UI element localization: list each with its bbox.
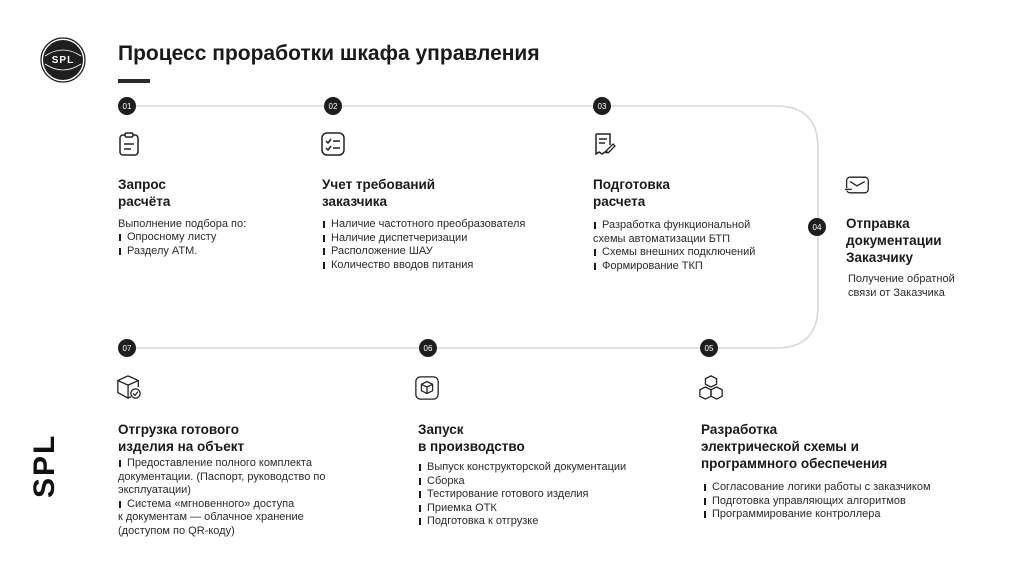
step-04-title-line: документации [846,233,942,248]
list-item: Формирование ТКП [593,260,755,274]
step-04-note-line: связи от Заказчика [848,286,945,299]
list-item-continued: (доступом по QR-коду) [118,524,235,537]
list-item-continued: схемы автоматизации БТП [593,232,731,245]
list-item: Сборка [418,475,626,489]
step-02-title-line: Учет требований [322,177,436,192]
step-05-title-line: Разработка [701,422,778,437]
step-01-intro: Выполнение подбора по: [118,218,247,230]
list-item: Разделу АТМ. [118,245,216,259]
step-04-note-line: Получение обратной [848,273,955,285]
step-07-list [118,457,325,539]
step-04-title-line: Заказчику [846,250,913,265]
step-03-badge: 03 [593,97,611,115]
step-01-list [118,231,216,258]
step-06-title-line: Запуск [418,422,464,437]
page-title: Процесс проработки шкафа управления [118,42,540,65]
step-04-title-line: Отправка [846,216,910,231]
list-item: Система «мгновенного» доступа [118,498,325,512]
logo-text: SPL [51,54,75,66]
list-item: Подготовка к отгрузке [418,515,626,529]
list-item: Предоставление полного комплекта [118,457,325,471]
side-brand-text: SPL [28,433,61,498]
step-06-list [418,461,626,529]
step-01-title [118,176,170,210]
step-02-list [322,218,525,272]
step-01-badge: 01 [118,97,136,115]
step-07-badge: 07 [118,339,136,357]
document-edit-icon [591,131,617,157]
list-item-continued: документации. (Паспорт, руководство по [118,470,326,483]
boxes-stack-icon [698,374,724,400]
step-07-title-line: изделия на объект [118,439,245,454]
step-04-note [848,273,955,300]
step-03-title-line: расчета [593,194,646,209]
list-item: Расположение ШАУ [322,245,525,259]
list-item: Согласование логики работы с заказчиком [703,481,931,495]
step-06-title-line: в производство [418,439,525,454]
step-01-title-line: расчёта [118,194,171,209]
envelope-icon [844,172,870,198]
box-check-icon [116,374,142,400]
step-02-title [322,176,435,210]
step-02-title-line: заказчика [322,194,388,209]
step-05-badge: 05 [700,339,718,357]
step-07-title-line: Отгрузка готового [118,422,239,437]
step-03-title [593,176,670,210]
step-04-title [846,215,942,266]
step-05-title-line: программного обеспечения [701,456,888,471]
step-06-badge: 06 [419,339,437,357]
list-item: Схемы внешних подключений [593,246,755,260]
step-04-badge: 04 [808,218,826,236]
step-03-list [593,219,755,273]
list-item: Приемка ОТК [418,502,626,516]
step-05-title-line: электрической схемы и [701,439,859,454]
step-01-title-line: Запрос [118,177,166,192]
step-07-title [118,421,244,455]
step-03-title-line: Подготовка [593,177,670,192]
list-item: Наличие диспетчеризации [322,232,525,246]
list-item-continued: к документам — облачное хранение [118,511,304,524]
list-item: Выпуск конструкторской документации [418,461,626,475]
step-02-badge: 02 [324,97,342,115]
list-item: Программирование контроллера [703,508,931,522]
list-item-continued: эксплуатации) [118,484,191,497]
clipboard-icon [116,131,142,157]
box-icon [414,375,440,401]
list-item: Подготовка управляющих алгоритмов [703,495,931,509]
step-05-list [703,481,931,522]
list-item: Разработка функциональной [593,219,755,233]
list-item: Количество вводов питания [322,259,525,273]
list-item: Опросному листу [118,231,216,245]
checklist-icon [320,131,346,157]
step-06-title [418,421,525,455]
list-item: Наличие частотного преобразователя [322,218,525,232]
step-05-title [701,421,887,472]
list-item: Тестирование готового изделия [418,488,626,502]
